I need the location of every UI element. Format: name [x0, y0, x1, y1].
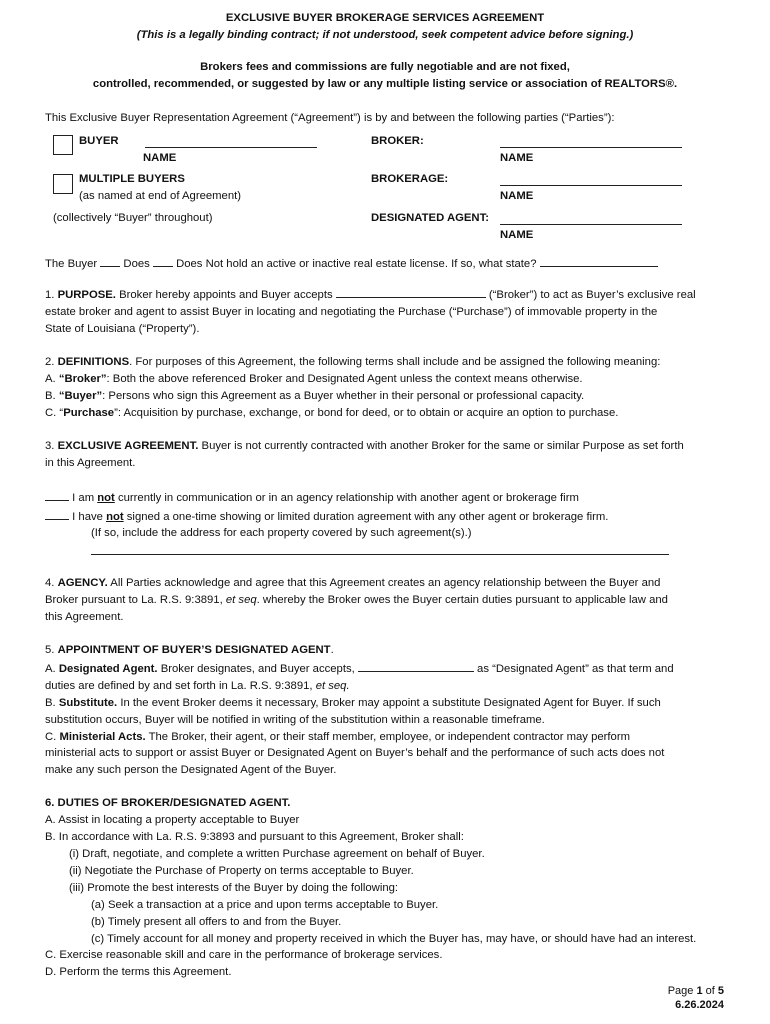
s1-broker-field[interactable] [336, 285, 486, 298]
s5-num: 5. [45, 644, 58, 657]
s1-line3: State of Louisiana (“Property”). [45, 323, 200, 336]
license-does-blank[interactable] [100, 254, 120, 267]
s5-c-line3: make any such person the Designated Agent of the Buyer. [45, 764, 337, 777]
s2-item-c [45, 405, 725, 422]
s5-dot: . [330, 644, 334, 657]
license-text-b: Does [123, 257, 150, 270]
s3-num: 3. [45, 439, 58, 452]
s4-text: All Parties acknowledge and agree that this Agreement creates an agency relationship between the Buyer and [107, 577, 661, 590]
collectively-buyer-note: (collectively “Buyer” throughout) [53, 211, 213, 224]
s2-heading: DEFINITIONS [57, 356, 130, 369]
document-title: EXCLUSIVE BUYER BROKERAGE SERVICES AGREEMENT [225, 12, 545, 24]
s3-line2: in this Agreement. [45, 456, 136, 469]
parties-block [45, 133, 725, 248]
brokerage-name-caption: NAME [500, 189, 534, 202]
s3-c2-text: signed a one-time showing or limited duration agreement with any other agent or brokerage firm. [123, 510, 609, 523]
s2-a-text: : Both the above referenced Broker and Designated Agent unless the context means otherwise. [106, 373, 583, 386]
s2-item-b [45, 388, 725, 405]
s5-a-line2 [45, 678, 725, 695]
s5-c-heading: Ministerial Acts. [59, 730, 146, 743]
multiple-buyers-checkbox[interactable] [53, 174, 73, 194]
s2-b-prefix: B. [45, 389, 59, 402]
s5-a-l2-italic: et seq. [315, 679, 350, 692]
s6-item-b3a: (a) Seek a transaction at a price and upon terms acceptable to Buyer. [91, 898, 439, 911]
broker-name-field[interactable] [500, 135, 682, 148]
s2-item-a [45, 371, 725, 388]
s2-c-prefix: C. “ [45, 406, 64, 419]
s3-c1-prefix: I am [69, 491, 98, 504]
agreement-document [45, 10, 725, 981]
s2-c-term: Purchase [63, 406, 115, 419]
s1-line2: estate broker and agent to assist Buyer in locating and negotiating the Purchase (“Purchase”) of immovable property in the [45, 306, 658, 319]
s5-c-prefix: C. [45, 730, 60, 743]
page-prefix: Page [667, 985, 697, 997]
intro-paragraph: This Exclusive Buyer Representation Agreement (“Agreement”) is by and between the following parties (“Parties”): [45, 111, 615, 124]
section-5-appointment [45, 642, 725, 659]
s3-c1-not: not [97, 491, 115, 504]
multiple-buyers-note: (as named at end of Agreement) [79, 189, 242, 202]
fees-notice-line2: controlled, recommended, or suggested by law or any multiple listing service or association of REALTORS®. [92, 77, 678, 90]
s5-a-heading: Designated Agent. [58, 662, 158, 675]
s5-item-a [45, 659, 725, 678]
s2-a-term: “Broker” [58, 373, 107, 386]
page-total: 5 [717, 985, 724, 997]
s5-c-text: The Broker, their agent, or their staff member, employee, or independent contractor may perform [145, 730, 630, 743]
s6-item-b3c: (c) Timely account for all money and property received in which the Buyer has, may have, or should have had an interest. [91, 932, 697, 945]
s5-b-text: In the event Broker deems it necessary, Broker may appoint a substitute Designated Agent for Buyer. If such [117, 696, 661, 709]
s5-item-b [45, 695, 725, 712]
page-number [668, 984, 724, 998]
s4-line3: this Agreement. [45, 611, 124, 624]
s1-text-2: (“Broker”) to act as Buyer’s exclusive real [485, 289, 696, 302]
s5-b-prefix: B. [45, 696, 59, 709]
s3-address-line [45, 542, 725, 559]
fees-notice-line1: Brokers fees and commissions are fully negotiable and are not fixed, [200, 60, 570, 73]
s3-c1-text: currently in communication or in an agency relationship with another agent or brokerage firm [114, 491, 579, 504]
designated-agent-label: DESIGNATED AGENT: [371, 211, 489, 224]
s2-a-prefix: A. [45, 373, 59, 386]
s3-checkline-2 [45, 507, 725, 526]
section-2-definitions [45, 354, 725, 371]
license-state-field[interactable] [540, 254, 658, 267]
s5-designated-agent-field[interactable] [358, 659, 474, 672]
section-4-agency [45, 575, 725, 592]
buyer-label: BUYER [79, 134, 119, 147]
section-3-exclusive-agreement [45, 438, 725, 455]
section-6-duties-heading: 6. DUTIES OF BROKER/DESIGNATED AGENT. [45, 797, 291, 810]
s5-a-l2a: duties are defined by and set forth in La. R.S. 9:3891, [45, 679, 316, 692]
s3-include-address: (If so, include the address for each property covered by such agreement(s).) [91, 527, 472, 540]
s3-heading: EXCLUSIVE AGREEMENT. [57, 439, 199, 452]
s6-item-d: D. Perform the terms this Agreement. [45, 966, 232, 979]
s5-c-line2: ministerial acts to support or assist Buyer or Designated Agent on Buyer’s behalf and the performance of such acts does not [45, 747, 665, 760]
buyer-name-caption: NAME [143, 151, 177, 164]
section-1-purpose [45, 285, 725, 304]
s2-text: . For purposes of this Agreement, the following terms shall include and be assigned the following meaning: [129, 356, 661, 369]
s4-l2b: . whereby the Broker owes the Buyer certain duties pursuant to applicable law and [256, 594, 668, 607]
s2-b-text: : Persons who sign this Agreement as a Buyer whether in their personal or professional capacity. [102, 389, 585, 402]
s6-item-b1: (i) Draft, negotiate, and complete a written Purchase agreement on behalf of Buyer. [69, 848, 485, 860]
page-of: of [702, 985, 718, 997]
s6-item-a: A. Assist in locating a property acceptable to Buyer [45, 814, 300, 827]
buyer-name-field[interactable] [145, 135, 317, 148]
s6-item-b: B. In accordance with La. R.S. 9:3893 and pursuant to this Agreement, Broker shall: [45, 831, 464, 844]
s1-heading: PURPOSE. [57, 289, 116, 302]
s5-b-heading: Substitute. [58, 696, 118, 709]
revision-date: 6.26.2024 [675, 999, 724, 1011]
license-does-not-blank[interactable] [153, 254, 173, 267]
s2-b-term: “Buyer” [58, 389, 103, 402]
s3-checkline-1 [45, 488, 725, 507]
brokerage-name-field[interactable] [500, 173, 682, 186]
s3-address-field[interactable] [91, 542, 669, 555]
s5-heading: APPOINTMENT OF BUYER’S DESIGNATED AGENT [57, 644, 331, 657]
document-subtitle: (This is a legally binding contract; if not understood, seek competent advice before signing.) [136, 28, 634, 41]
s3-blank-1[interactable] [45, 488, 69, 501]
s5-item-c [45, 729, 725, 746]
s3-c2-prefix: I have [69, 510, 107, 523]
brokerage-label: BROKERAGE: [371, 172, 449, 185]
s4-num: 4. [45, 577, 58, 590]
s4-line2 [45, 592, 725, 609]
s3-blank-2[interactable] [45, 507, 69, 520]
multiple-buyers-label: MULTIPLE BUYERS [79, 172, 185, 185]
s5-a-text: Broker designates, and Buyer accepts, [157, 662, 358, 675]
license-text-c: Does Not hold an active or inactive real estate license. If so, what state? [176, 257, 537, 270]
s4-l2-italic: et seq [225, 594, 257, 607]
s6-item-c: C. Exercise reasonable skill and care in the performance of brokerage services. [45, 949, 443, 962]
s4-heading: AGENCY. [57, 577, 108, 590]
designated-agent-name-field[interactable] [500, 212, 682, 225]
license-text-a: The Buyer [45, 257, 98, 270]
s4-l2a: Broker pursuant to La. R.S. 9:3891, [45, 594, 226, 607]
designated-agent-name-caption: NAME [500, 228, 534, 241]
s5-b-line2: substitution occurs, Buyer will be notified in writing of the substitution within a reasonable timeframe. [45, 713, 545, 726]
broker-name-caption: NAME [500, 151, 534, 164]
broker-label: BROKER: [371, 134, 424, 147]
s6-item-b3: (iii) Promote the best interests of the Buyer by doing the following: [69, 881, 399, 894]
s1-num: 1. [45, 289, 58, 302]
s5-a-text-2: as “Designated Agent” as that term and [473, 662, 674, 675]
s2-c-text: ”: Acquisition by purchase, exchange, or bond for deed, or to obtain or acquire an option to purchase. [114, 406, 619, 419]
page-footer [668, 984, 724, 1012]
license-line [45, 254, 725, 273]
s3-text: Buyer is not currently contracted with another Broker for the same or similar Purpose as set forth [198, 439, 684, 452]
s6-item-b2: (ii) Negotiate the Purchase of Property on terms acceptable to Buyer. [69, 864, 414, 877]
s5-a-prefix: A. [45, 662, 59, 675]
s2-num: 2. [45, 356, 58, 369]
s6-item-b3b: (b) Timely present all offers to and from the Buyer. [91, 915, 342, 928]
s1-text: Broker hereby appoints and Buyer accepts [115, 289, 336, 302]
buyer-checkbox[interactable] [53, 135, 73, 155]
s3-c2-not: not [106, 510, 124, 523]
page-current: 1 [696, 985, 703, 997]
